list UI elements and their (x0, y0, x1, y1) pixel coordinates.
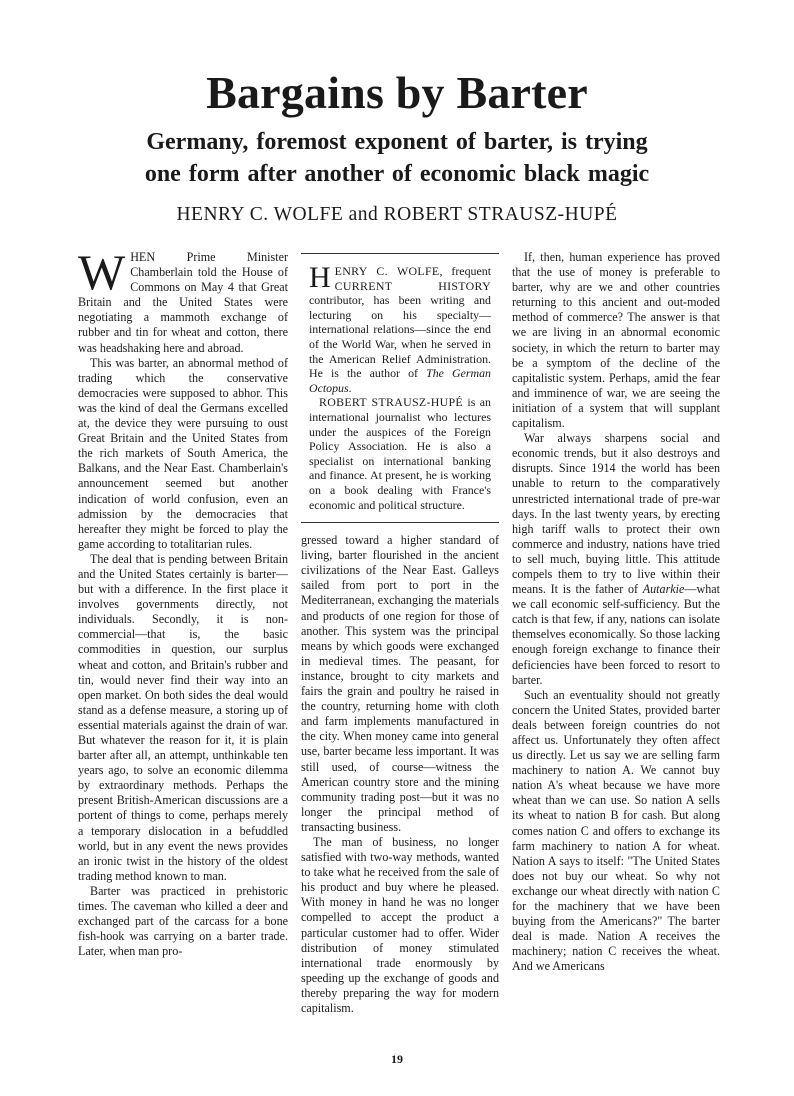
publication-name: CURRENT HISTORY (334, 278, 491, 293)
drop-cap: H (309, 261, 331, 294)
page-number: 19 (391, 1052, 403, 1066)
paragraph: The man of business, no longer satisfied with two-way methods, wanted to take what he received from the sale of his product and buy where he pleased. With money in hand he was no longer compelled to accept the product a particular customer had to offer. Wider distribution of money stimulated international trade enormously by speeding up the exchange of goods and thereby preparing the way for modern capitalism. (301, 834, 499, 1015)
author-bio-1: HENRY C. WOLFE, frequent CURRENT HISTORY contributor, has been writing and lecturing on his specialty—international relations—since the end of the World War, when he served in the American Relief Administration. He is the author of The German Octopus. (309, 261, 491, 395)
paragraph: War always sharpens social and economic trends, but it also destroys and disrupts. Since 1914 the world has been unable to return to the comparatively unrestricted international trade of pre-war days. In the last twenty years, by erecting high tariff walls to protect their own commerce and industry, nations have tried to sell much, buying little. This attitude compels them to try to live within their means. It is the father of Autarkie—what we call economic self-sufficiency. But the catch is that few, if any, nations can isolate themselves economically. So those lacking enough foreign exchange to finance their deficiencies have been forced to resort to barter. (512, 431, 720, 687)
paragraph: gressed toward a higher standard of living, barter flourished in the ancient civilizations of the Near East. Galleys sailed from port to port in the Mediterranean, exchanging the materials and products of one region for those of another. This system was the principal means by which goods were exchanged in medieval times. The peasant, for instance, brought to city markets and fairs the grain and poultry he raised in the country, returning home with cloth and farm implements manufactured in the city. When money came into general use, barter became less important. It was still used, of course—witness the American country store and the mining community trading post—but it was no longer the principal method of transacting business. (301, 533, 499, 834)
paragraph-text: HEN Prime Minister Chamberlain told the House of Commons on May 4 that Great Britain and the United States were negotiating a mammoth exchange of rubber and tin for wheat and cotton, there was headshaking here and abroad. (78, 250, 288, 355)
book-title: The German Octopus (309, 366, 491, 395)
article-title: Bargains by Barter (206, 67, 588, 118)
subtitle-line-1: Germany, foremost exponent of barter, is trying (146, 129, 648, 155)
author-name: ROBERT STRAUSZ-HUPÉ (319, 395, 463, 410)
drop-cap: W (78, 250, 126, 300)
paragraph: If, then, human experience has proved that the use of money is preferable to barter, why are we and other countries returning to this ancient and out-moded method of commerce? The answer is that we are living in an abnormal economic society, in which the return to barter may be a symptom of the decline of the capitalistic system. Perhaps, amid the fear and imminence of war, we are seeing the initiation of a system that will supplant capitalism. (512, 250, 720, 431)
paragraph: This was barter, an abnormal method of trading which the conservative democracies were supposed to abhor. This was the kind of deal the Germans excelled at, the device they were pursuing to oust Great Britain and the United States from the rich markets of South America, the Balkans, and the Near East. Chamberlain's announcement seemed but another indication of world confusion, even an admission by the democracies that hereafter they might be forced to play the game according to totalitarian rules. (78, 355, 288, 551)
article-subtitle (0, 126, 794, 190)
paragraph: The deal that is pending between Britain and the United States certainly is barter—but with a difference. In the first place it involves governments directly, not individuals. Secondly, it is non-commercial—that is, the basic commodities in question, our surplus wheat and cotton, and Britain's rubber and tin, would never find their way into an open market. On both sides the deal would stand as a defense measure, a storing up of essential materials against the drain of war. But whatever the reason for it, it is plain barter after all, an attempt, unthinkable ten years ago, to solve an economic dilemma by extraordinary methods. Perhaps the present British-American discussions are a portent of things to come, perhaps merely a temporary dislocation in a befuddled world, but in any event the news provides an ironic twist in the history of the oldest trading method known to man. (78, 551, 288, 883)
foreign-term: Autarkie (642, 582, 685, 597)
author-bio-box (301, 253, 499, 523)
text-column-1 (78, 250, 288, 1050)
author-name: ENRY C. WOLFE (334, 264, 440, 278)
text-column-2 (301, 253, 499, 1053)
paragraph: Barter was practiced in prehistoric times. The caveman who killed a deer and exchanged part of the carcass for a bone fish-hook was carrying on a barter trade. Later, when man pro- (78, 883, 288, 959)
author-bio-2: ROBERT STRAUSZ-HUPÉ is an international journalist who lectures under the auspices of the Foreign Policy Association. He is also a specialist on international banking and finance. At present, he is working on a book dealing with France's economic and political structure. (309, 395, 491, 512)
paragraph: Such an eventuality should not greatly concern the United States, provided barter deals between foreign countries do not affect us. Unfortunately they often affect us directly. Let us say we are selling farm machinery to nation A. We cannot buy nation A's wheat because we have more wheat than we can use. So nation A sells its wheat to nation B for cash. But along comes nation C and offers to exchange its farm machinery to nation A for wheat. Nation A says to itself: "The United States does not buy our wheat. So why not exchange our wheat directly with nation C for the machinery that we have been buying from the Americans?" The barter deal is made. Nation A receives the machinery; nation C receives the wheat. And we Americans (512, 687, 720, 974)
text-column-3 (512, 250, 720, 1050)
paragraph (78, 250, 288, 356)
article-byline: HENRY C. WOLFE and ROBERT STRAUSZ-HUPÉ (176, 204, 618, 225)
subtitle-line-2: one form after another of economic black magic (144, 161, 650, 187)
